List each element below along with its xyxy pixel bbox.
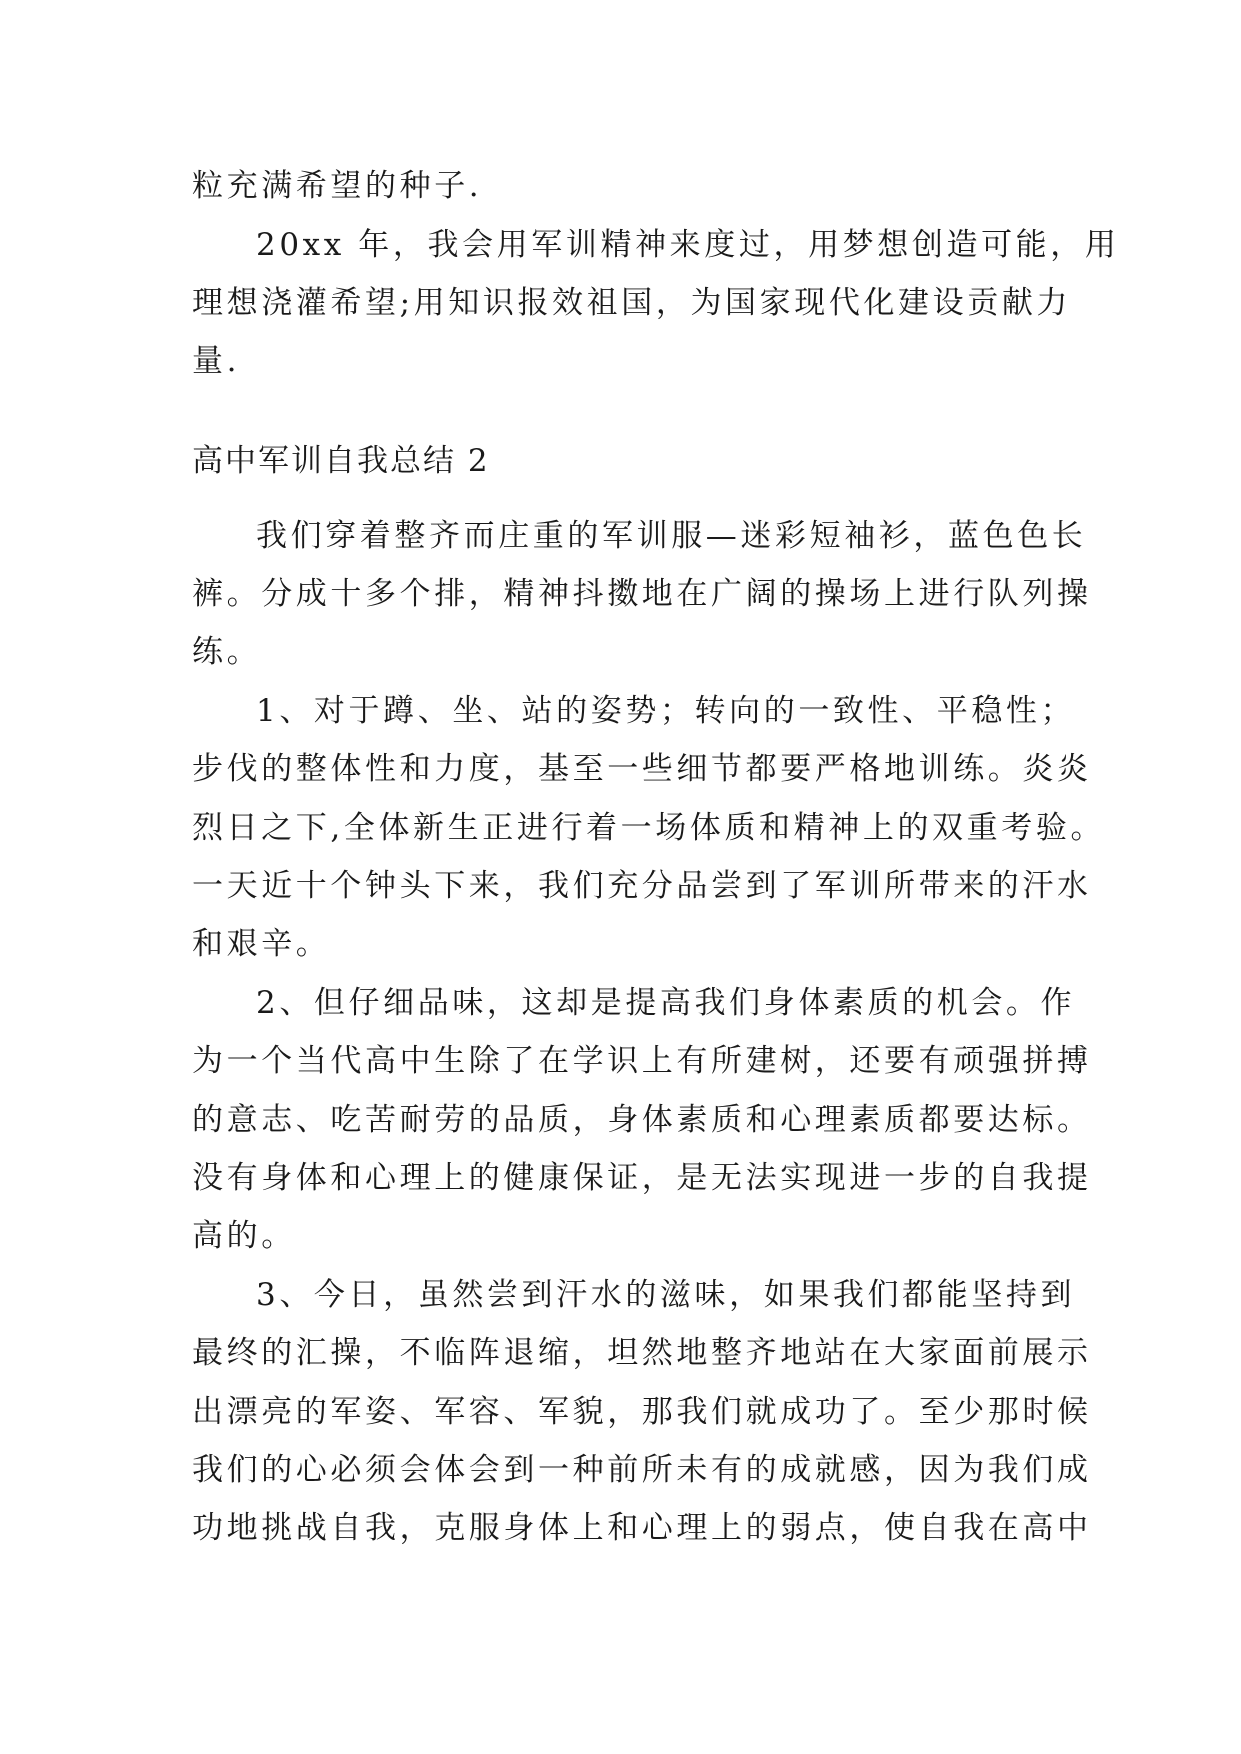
- text-line: 为一个当代高中生除了在学识上有所建树，还要有顽强拼搏: [192, 1043, 1092, 1079]
- text-line: 一天近十个钟头下来，我们充分品尝到了军训所带来的汗水: [192, 868, 1092, 904]
- text-line: 烈日之下,全体新生正进行着一场体质和精神上的双重考验。: [192, 810, 1106, 846]
- paragraph-first-line: 我们穿着整齐而庄重的军训服—迷彩短袖衫，蓝色色长: [256, 518, 1087, 554]
- text-line: 练。: [192, 634, 262, 670]
- text-line: 我们的心必须会体会到一种前所未有的成就感，因为我们成: [192, 1452, 1092, 1488]
- text-line: 和艰辛。: [192, 926, 331, 962]
- text-line: 步伐的整体性和力度，基至一些细节都要严格地训练。炎炎: [192, 751, 1092, 787]
- text-line: 高的。: [192, 1218, 296, 1254]
- section-heading: 高中军训自我总结 2: [192, 443, 490, 479]
- paragraph-first-line: 2、但仔细品味，这却是提高我们身体素质的机会。作: [256, 985, 1076, 1021]
- paragraph-first-line: 1、对于蹲、坐、站的姿势；转向的一致性、平稳性；: [256, 693, 1076, 729]
- text-line: 功地挑战自我，克服身体上和心理上的弱点，使自我在高中: [192, 1510, 1092, 1546]
- paragraph-first-line: 20xx 年，我会用军训精神来度过，用梦想创造可能，用: [256, 227, 1120, 263]
- text-line: 量.: [192, 343, 241, 379]
- text-line: 最终的汇操，不临阵退缩，坦然地整齐地站在大家面前展示: [192, 1335, 1092, 1371]
- text-line: 裤。分成十多个排，精神抖擞地在广阔的操场上进行队列操: [192, 576, 1092, 612]
- text-line: 没有身体和心理上的健康保证，是无法实现进一步的自我提: [192, 1160, 1092, 1196]
- text-line: 粒充满希望的种子.: [192, 168, 483, 204]
- paragraph-first-line: 3、今日，虽然尝到汗水的滋味，如果我们都能坚持到: [256, 1277, 1076, 1313]
- text-line: 出漂亮的军姿、军容、军貌，那我们就成功了。至少那时候: [192, 1394, 1092, 1430]
- text-line: 理想浇灌希望;用知识报效祖国，为国家现代化建设贡献力: [192, 285, 1072, 321]
- text-line: 的意志、吃苦耐劳的品质，身体素质和心理素质都要达标。: [192, 1102, 1092, 1138]
